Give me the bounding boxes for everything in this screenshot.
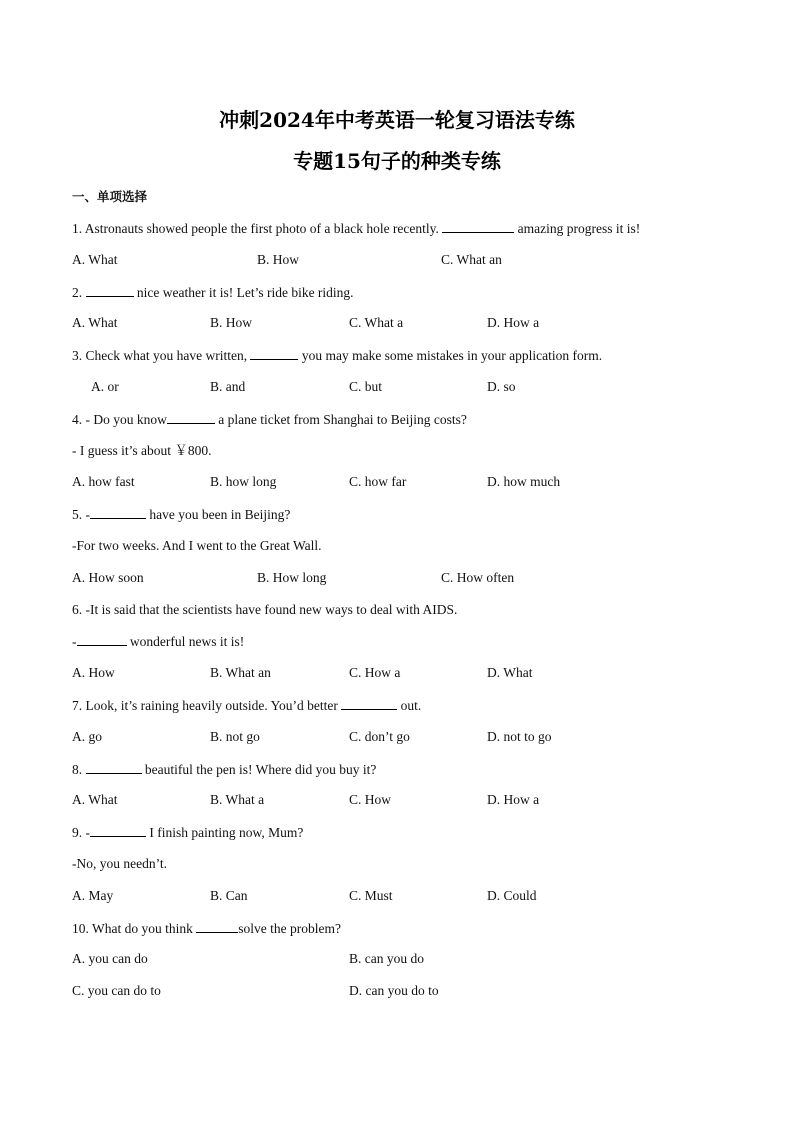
question-10: 10. What do you think solve the problem? (72, 921, 341, 936)
answer-blank (341, 697, 397, 710)
option-b: B. not go (210, 729, 260, 744)
option-b: B. How long (257, 570, 327, 585)
option-d: D. How a (487, 315, 540, 330)
option-a: A. How soon (72, 570, 144, 585)
option-c: C. Must (349, 888, 393, 903)
question-7: 7. Look, it’s raining heavily outside. You’d better out. (72, 698, 422, 713)
answer-blank (86, 761, 142, 774)
question-4-response: - I guess it’s about ￥800. (72, 443, 212, 458)
option-c: C. you can do to (72, 983, 161, 998)
option-d: D. how much (487, 474, 561, 489)
option-d: D. Could (487, 888, 537, 903)
answer-blank (86, 284, 134, 297)
answer-blank (250, 347, 298, 360)
option-a: A. you can do (72, 951, 148, 966)
option-b: B. can you do (349, 951, 424, 966)
answer-blank (442, 220, 514, 233)
option-a: A. or (91, 379, 119, 394)
option-a: A. What (72, 315, 118, 330)
answer-blank (77, 633, 127, 646)
option-a: A. May (72, 888, 114, 903)
question-1: 1. Astronauts showed people the first photo of a black hole recently. amazing progress it is! (72, 221, 641, 236)
option-a: A. What (72, 252, 118, 267)
option-c: C. how far (349, 474, 407, 489)
option-b: B. How (210, 315, 253, 330)
question-2: 2. nice weather it is! Let’s ride bike riding. (72, 285, 354, 300)
option-c: C. What an (441, 252, 502, 267)
option-b: B. What an (210, 665, 271, 680)
option-c: C. don’t go (349, 729, 410, 744)
question-8: 8. beautiful the pen is! Where did you buy it? (72, 762, 377, 777)
option-d: D. not to go (487, 729, 552, 744)
option-a: A. go (72, 729, 102, 744)
question-9-response: -No, you needn’t. (72, 856, 167, 871)
question-9: 9. - I finish painting now, Mum? (72, 825, 304, 840)
page-title: 冲刺2024年中考英语一轮复习语法专练 (219, 108, 575, 132)
option-b: B. how long (210, 474, 277, 489)
question-6-response: - wonderful news it is! (72, 634, 245, 649)
option-b: B. and (210, 379, 246, 394)
option-d: D. can you do to (349, 983, 439, 998)
option-d: D. How a (487, 792, 540, 807)
question-5: 5. - have you been in Beijing? (72, 507, 291, 522)
option-c: C. but (349, 379, 383, 394)
question-3: 3. Check what you have written, you may make some mistakes in your application form. (72, 348, 603, 363)
option-b: B. What a (210, 792, 265, 807)
option-a: A. What (72, 792, 118, 807)
answer-blank (90, 824, 146, 837)
question-6: 6. -It is said that the scientists have found new ways to deal with AIDS. (72, 602, 458, 617)
option-d: D. so (487, 379, 516, 394)
option-c: C. How a (349, 665, 401, 680)
option-a: A. how fast (72, 474, 135, 489)
option-b: B. How (257, 252, 300, 267)
option-c: C. How (349, 792, 392, 807)
answer-blank (90, 506, 146, 519)
answer-blank (167, 411, 215, 424)
question-5-response: -For two weeks. And I went to the Great Wall. (72, 538, 322, 553)
question-4: 4. - Do you know a plane ticket from Shanghai to Beijing costs? (72, 412, 467, 427)
page-subtitle: 专题15句子的种类专练 (293, 149, 501, 173)
option-d: D. What (487, 665, 533, 680)
section-heading: 一、单项选择 (72, 189, 148, 204)
option-a: A. How (72, 665, 115, 680)
option-b: B. Can (210, 888, 248, 903)
option-c: C. What a (349, 315, 404, 330)
option-c: C. How often (441, 570, 515, 585)
answer-blank (196, 920, 238, 933)
